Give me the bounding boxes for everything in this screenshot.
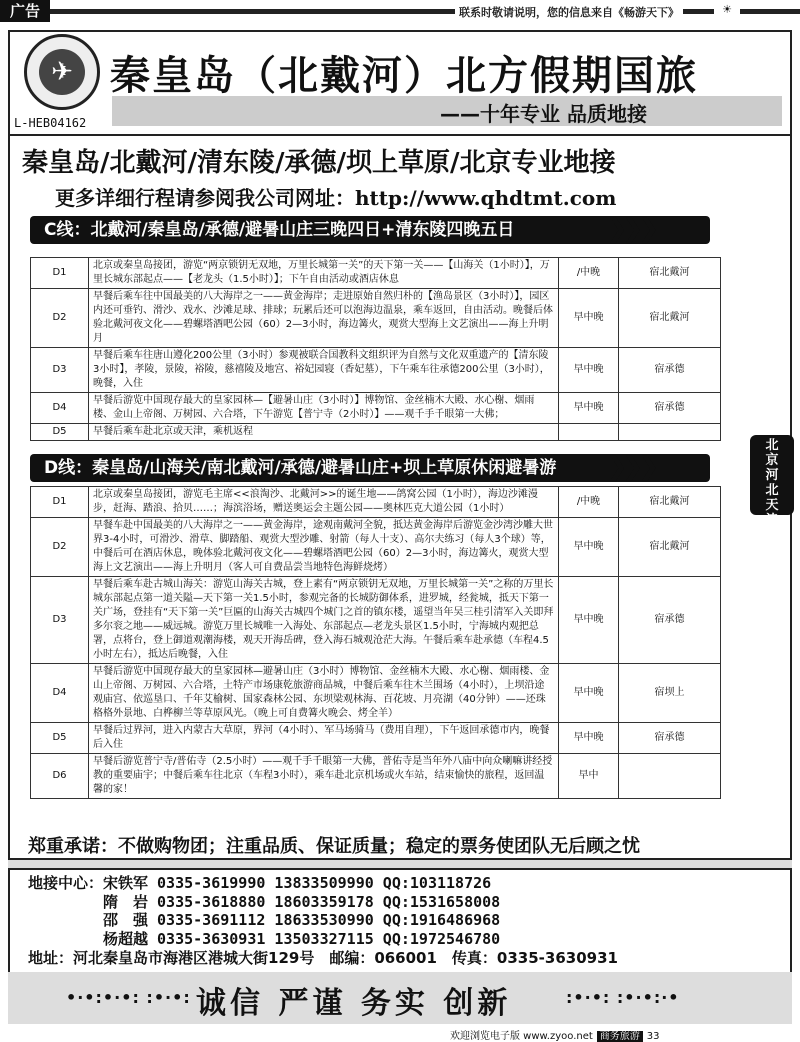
cell-meal: 早中 xyxy=(559,754,619,799)
table-row xyxy=(31,754,721,799)
table-row xyxy=(31,289,721,348)
cell-desc: 早餐后游览中国现存最大的皇家园林—【避暑山庄（3小时）】博物馆、金丝楠木大殿、水心榭、烟雨楼、金山上帝阁、万树园、六合塔，下午游览【普宁寺（2小时）】——观千手千眼第一大佛； xyxy=(89,393,559,424)
table-row xyxy=(31,487,721,518)
address: 地址：河北秦皇岛市海港区港城大街129号 邮编：066001 传真：0335-3630931 xyxy=(28,949,618,967)
company-seal-icon: ✈ xyxy=(24,34,100,110)
cell-day: D3 xyxy=(31,348,89,393)
cell-day: D6 xyxy=(31,754,89,799)
cell-day: D5 xyxy=(31,723,89,754)
cell-stay: 宿北戴河 xyxy=(619,258,721,289)
cell-stay: 宿坝上 xyxy=(619,664,721,723)
cell-day: D5 xyxy=(31,424,89,441)
cell-desc: 早餐后乘车往中国最美的八大海岸之一——黄金海岸；走进原始自然归朴的【渔岛景区（3小时）】，园区内还可垂钓、滑沙、戏水、沙滩足球、排球；玩累后还可以泡海边温泉，乘车返回，自由活动。晚餐后体验北戴河夜文化——碧螺塔酒吧公园（60）2—3小时，海边篝火，观赏大型海上文艺演出——海上升明月 xyxy=(89,289,559,348)
cell-day: D3 xyxy=(31,577,89,664)
top-rule xyxy=(50,9,800,14)
contact-row: 地接中心：宋铁军 0335-3619990 13833509990 QQ:103118726 xyxy=(28,874,492,892)
license-number: L-HEB04162 xyxy=(14,116,87,130)
contact-row: 杨超越 0335-3630931 13503327115 QQ:1972546780 xyxy=(28,929,501,948)
website-line: 更多详细行程请参阅我公司网址：http://www.qhdtmt.com xyxy=(55,186,617,210)
table-row xyxy=(31,393,721,424)
cell-stay: 宿北戴河 xyxy=(619,289,721,348)
region-tag-char: 河 xyxy=(765,468,779,483)
cell-day: D4 xyxy=(31,664,89,723)
cell-stay: 宿北戴河 xyxy=(619,487,721,518)
cell-meal: 早中晚 xyxy=(559,393,619,424)
region-tag-char: 天 xyxy=(765,498,779,513)
divider xyxy=(8,858,792,870)
sun-icon: ☀ xyxy=(714,3,740,17)
route-c-title: C线：北戴河/秦皇岛/承德/避暑山庄三晚四日+清东陵四晚五日 xyxy=(30,216,710,244)
cell-stay: 宿北戴河 xyxy=(619,518,721,577)
cell-meal: 早中晚 xyxy=(559,348,619,393)
cell-meal: /中晚 xyxy=(559,258,619,289)
company-name: 秦皇岛（北戴河）北方假期国旅 xyxy=(110,53,698,99)
divider xyxy=(8,134,792,136)
decor-dots-icon: :•∙•: :•∙•:∙• xyxy=(566,988,680,1007)
table-row xyxy=(31,577,721,664)
cell-desc: 早餐后乘车赴北京或天津，乘机返程 xyxy=(89,424,559,441)
cell-stay: 宿承德 xyxy=(619,393,721,424)
chevron-right-icon: ❯❯❯ xyxy=(606,452,654,482)
cell-desc: 早餐车赴中国最美的八大海岸之一——黄金海岸，途观南戴河全貌，抵达黄金海岸后游览金沙湾沙雕大世界3-4小时，可滑沙、滑草、脚踏船、观赏大型沙雕、射箭（每人十支）、高尔夫练习（每人3个球）等，中餐后可在酒店休息，晚体验北戴河夜文化——碧螺塔酒吧公园（60）2—3小时，海边篝火，观赏大型海上文艺演出——海上升明月（客人可自费品尝当地特色海鲜烧烤） xyxy=(89,518,559,577)
region-tag-char: 北 xyxy=(765,438,779,453)
cell-desc: 早餐后游览普宁寺/普佑寺（2.5小时）——观千手千眼第一大佛，普佑寺是当年外八庙中向众喇嘛讲经授教的重要庙宇；中餐后乘车往北京（车程3小时），乘车赴北京机场或火车站，结束愉快的旅程，返回温馨的家！ xyxy=(89,754,559,799)
cell-stay xyxy=(619,424,721,441)
route-d-title: D线：秦皇岛/山海关/南北戴河/承德/避暑山庄+坝上草原休闲避暑游 xyxy=(30,454,710,482)
cell-meal: 早中晚 xyxy=(559,664,619,723)
contact-list xyxy=(28,874,500,948)
region-tag-char: 京 xyxy=(765,453,779,468)
table-row xyxy=(31,258,721,289)
chevron-right-icon: ❯❯❯ xyxy=(606,214,654,244)
route-c-table xyxy=(30,257,721,441)
table-row xyxy=(31,348,721,393)
region-tag-char: 津 xyxy=(765,513,779,528)
cell-desc: 北京或秦皇岛接团，游览“两京锁钥无双地，万里长城第一关”的天下第一关——【山海关（1小时）】，万里长城东部起点——【老龙头（1.5小时）】；下午自由活动或酒店休息 xyxy=(89,258,559,289)
contact-row: 邵 强 0335-3691112 18633530990 QQ:1916486968 xyxy=(28,911,501,929)
region-tag xyxy=(750,435,794,528)
table-row xyxy=(31,518,721,577)
cell-meal: 早中晚 xyxy=(559,577,619,664)
cell-day: D1 xyxy=(31,258,89,289)
footer-text: 欢迎浏览电子版 www.zyoo.net xyxy=(450,1031,593,1042)
ad-tag: 广告 xyxy=(0,0,50,22)
footer-badge: 商务旅游 xyxy=(597,1031,643,1042)
headline: 秦皇岛/北戴河/清东陵/承德/坝上草原/北京专业地接 xyxy=(22,148,616,178)
slogan: ——十年专业 品质地接 xyxy=(440,102,647,126)
cell-desc: 早餐后乘车往唐山遵化200公里（3小时）参观被联合国教科文组织评为自然与文化双重遗产的【清东陵3小时】，孝陵，景陵，裕陵，慈禧陵及地宫、裕妃园寝（香妃墓），下午乘车往承德200公里（3小时），晚餐，入住 xyxy=(89,348,559,393)
cell-stay: 宿承德 xyxy=(619,577,721,664)
cell-day: D2 xyxy=(31,518,89,577)
cell-desc: 北京或秦皇岛接团，游览毛主席<<浪淘沙、北戴河>>的诞生地——鸽窝公园（1小时），海边沙滩漫步，赶海、踏浪、拾贝……；海滨浴场，赠送奥运会主题公园——奥林匹克大道公园（1小时） xyxy=(89,487,559,518)
cell-stay xyxy=(619,754,721,799)
table-row xyxy=(31,664,721,723)
cell-stay: 宿承德 xyxy=(619,723,721,754)
cell-desc: 早餐后过界河，进入内蒙古大草原，界河（4小时）、军马场骑马（费用自理），下午返回承德市内，晚餐后入住 xyxy=(89,723,559,754)
decor-dots-icon: •∙•:•∙•: :•∙•: xyxy=(66,988,191,1007)
cell-meal: /中晚 xyxy=(559,487,619,518)
contact-row: 隋 岩 0335-3618880 18603359178 QQ:1531658008 xyxy=(28,892,501,911)
cell-meal: 早中晚 xyxy=(559,289,619,348)
cell-meal: 早中晚 xyxy=(559,518,619,577)
cell-day: D1 xyxy=(31,487,89,518)
commitment: 郑重承诺：不做购物团；注重品质、保证质量；稳定的票务使团队无后顾之忧 xyxy=(28,836,640,857)
cell-desc: 早餐后乘车赴古城山海关：游览山海关古城，登上素有“两京锁钥无双地，万里长城第一关”之称的万里长城东部起点第一道关隘—天下第一关1.5小时，参观完备的长城防御体系，进罗城，经瓮城，抵天下第一关广场，登挂有“天下第一关”巨匾的山海关古城四个城门之首的镇东楼，遥望当年吴三桂引清军入关即拜多尔衮之地——威远城。游览万里长城唯一入海处、东部起点—老龙头景区1.5小时，宁海城内观把总署，点将台，登上御道观潮海楼，观天开海岳碑，登入海石城观沧茫大海。午餐后乘车赴承德（车程4.5小时左右），抵达后晚餐，入住 xyxy=(89,577,559,664)
source-note: 联系时敬请说明，您的信息来自《畅游天下》 xyxy=(455,4,683,20)
route-d-table xyxy=(30,486,721,799)
motto: 诚信 严谨 务实 创新 xyxy=(196,986,512,1021)
region-tag-char: 北 xyxy=(765,483,779,498)
region-tag-text xyxy=(750,438,794,528)
table-row xyxy=(31,424,721,441)
cell-meal xyxy=(559,424,619,441)
cell-meal: 早中晚 xyxy=(559,723,619,754)
page-number: 33 xyxy=(646,1031,660,1042)
cell-day: D2 xyxy=(31,289,89,348)
cell-desc: 早餐后游览中国现存最大的皇家园林—避暑山庄（3小时）博物馆、金丝楠木大殿、水心榭、烟雨楼、金山上帝阁、万树园、六合塔，土特产市场康乾旅游商品城，中餐后乘车往木兰围场（4小时），上坝沿途观庙宫、依巡垦口、千年艾榆树、国家森林公园、东坝梁观林海、百花坡、月亮湖（40分钟）——还珠格格外景地、白桦柳兰等草原风光。（晚上可自费篝火晚会、烤全羊） xyxy=(89,664,559,723)
cell-stay: 宿承德 xyxy=(619,348,721,393)
cell-day: D4 xyxy=(31,393,89,424)
table-row xyxy=(31,723,721,754)
